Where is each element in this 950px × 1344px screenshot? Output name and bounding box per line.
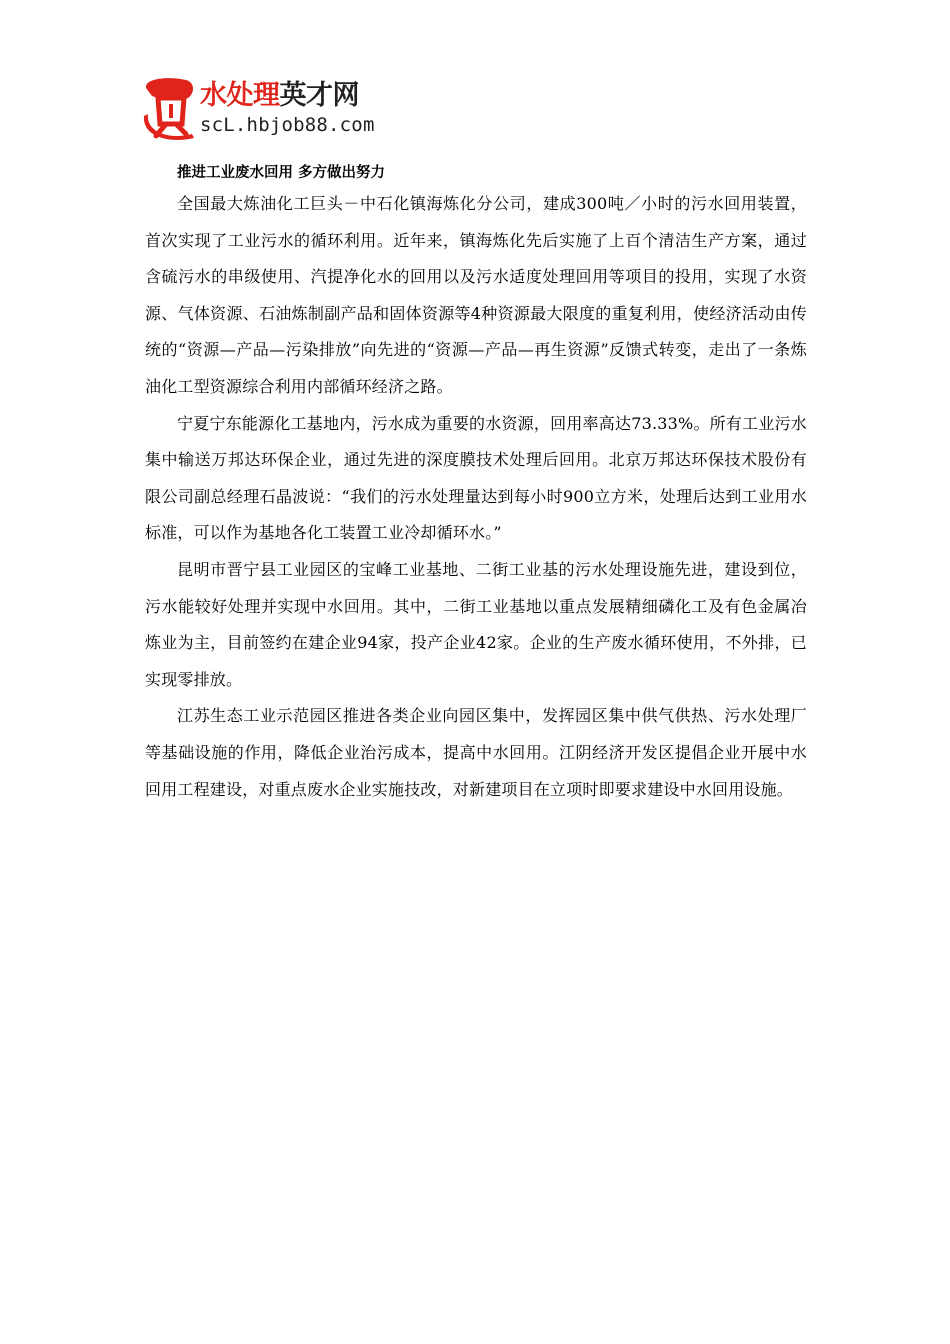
article-body xyxy=(145,160,807,808)
site-logo[interactable] xyxy=(140,74,400,146)
article-paragraph: 宁夏宁东能源化工基地内，污水成为重要的水资源，回用率高达73.33%。所有工业污水集中输送万邦达环保企业，通过先进的深度膜技术处理后回用。北京万邦达环保技术股份有限公司副总经理石晶波说：“我们的污水处理量达到每小时900立方米，处理后达到工业用水标准，可以作为基地各化工装置工业冷却循环水。” xyxy=(145,413,807,543)
logo-title-part1: 水处理 xyxy=(200,80,280,111)
article-headline: 推进工业废水回用 多方做出努力 xyxy=(177,165,386,181)
logo-url: scL.hbjob88.com xyxy=(200,114,375,136)
article-paragraph: 江苏生态工业示范园区推进各类企业向园区集中，发挥园区集中供气供热、污水处理厂等基础设施的作用，降低企业治污成本，提高中水回用。江阴经济开发区提倡企业开展中水回用工程建设，对重点废水企业实施技改，对新建项目在立项时即要求建设中水回用设施。 xyxy=(145,706,807,799)
logo-title-part2: 英才网 xyxy=(279,80,359,111)
logo-mark-icon xyxy=(140,74,198,142)
logo-title xyxy=(200,80,359,112)
logo-glyph: 贤 xyxy=(198,74,199,75)
article-paragraph: 全国最大炼油化工巨头－中石化镇海炼化分公司，建成300吨／小时的污水回用装置，首次实现了工业污水的循环利用。近年来，镇海炼化先后实施了上百个清洁生产方案，通过含硫污水的串级使用、汽提净化水的回用以及污水适度处理回用等项目的投用，实现了水资源、气体资源、石油炼制副产品和固体资源等4种资源最大限度的重复利用，使经济活动由传统的“资源—产品—污染排放”向先进的“资源—产品—再生资源”反馈式转变，走出了一条炼油化工型资源综合利用内部循环经济之路。 xyxy=(145,194,807,396)
article-paragraph: 昆明市晋宁县工业园区的宝峰工业基地、二街工业基的污水处理设施先进，建设到位，污水能较好处理并实现中水回用。其中，二街工业基地以重点发展精细磷化工及有色金属冶炼业为主，目前签约在建企业94家，投产企业42家。企业的生产废水循环使用，不外排，已实现零排放。 xyxy=(145,559,807,689)
